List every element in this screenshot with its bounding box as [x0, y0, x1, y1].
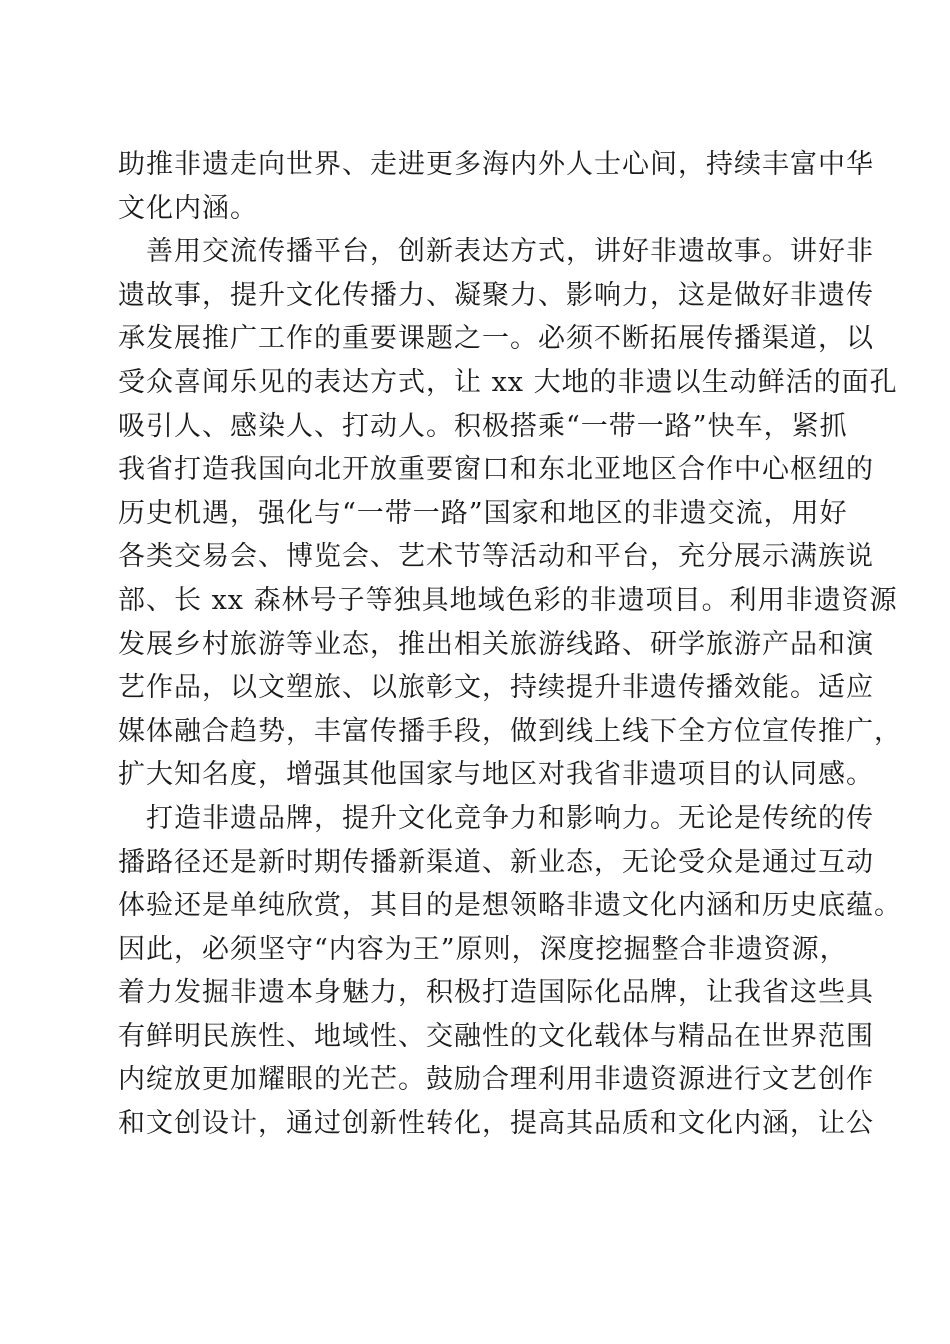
text-line: 媒体融合趋势，丰富传播手段，做到线上线下全方位宣传推广，: [118, 715, 902, 747]
text-line: 体验还是单纯欣赏，其目的是想领略非遗文化内涵和历史底蕴。: [118, 890, 902, 922]
text-line: 因此，必须坚守“内容为王”原则，深度挖掘整合非遗资源，: [118, 933, 848, 965]
text-line: 和文创设计，通过创新性转化，提高其品质和文化内涵，让公: [118, 1108, 874, 1140]
text-line: 历史机遇，强化与“一带一路”国家和地区的非遗交流，用好: [118, 497, 848, 529]
text-line: 承发展推广工作的重要课题之一。必须不断拓展传播渠道，以: [118, 323, 874, 355]
text-line: 受众喜闻乐见的表达方式，让 xx 大地的非遗以生动鲜活的面孔: [118, 366, 898, 398]
text-line: 善用交流传播平台，创新表达方式，讲好非遗故事。讲好非: [118, 236, 874, 268]
text-line: 助推非遗走向世界、走进更多海内外人士心间，持续丰富中华: [118, 149, 874, 180]
text-line: 着力发掘非遗本身魅力，积极打造国际化品牌，让我省这些具: [118, 977, 874, 1009]
text-line: 打造非遗品牌，提升文化竞争力和影响力。无论是传统的传: [118, 802, 874, 834]
text-line: 艺作品，以文塑旅、以旅彰文，持续提升非遗传播效能。适应: [118, 672, 874, 704]
text-line: 扩大知名度，增强其他国家与地区对我省非遗项目的认同感。: [118, 759, 874, 791]
text-line: 吸引人、感染人、打动人。积极搭乘“一带一路”快车，紧抓: [118, 410, 848, 442]
text-line: 文化内涵。: [118, 192, 258, 224]
text-line: 各类交易会、博览会、艺术节等活动和平台，充分展示满族说: [118, 541, 874, 573]
text-line: 部、长 xx 森林号子等独具地域色彩的非遗项目。利用非遗资源: [118, 584, 898, 616]
text-line: 播路径还是新时期传播新渠道、新业态，无论受众是通过互动: [118, 846, 874, 878]
text-line: 内绽放更加耀眼的光芒。鼓励合理利用非遗资源进行文艺创作: [118, 1064, 874, 1096]
text-line: 我省打造我国向北开放重要窗口和东北亚地区合作中心枢纽的: [118, 454, 874, 486]
text-line: 遗故事，提升文化传播力、凝聚力、影响力，这是做好非遗传: [118, 279, 874, 311]
body-text: [118, 143, 902, 1146]
text-line: 发展乡村旅游等业态，推出相关旅游线路、研学旅游产品和演: [118, 628, 874, 660]
text-line: 有鲜明民族性、地域性、交融性的文化载体与精品在世界范围: [118, 1020, 874, 1052]
